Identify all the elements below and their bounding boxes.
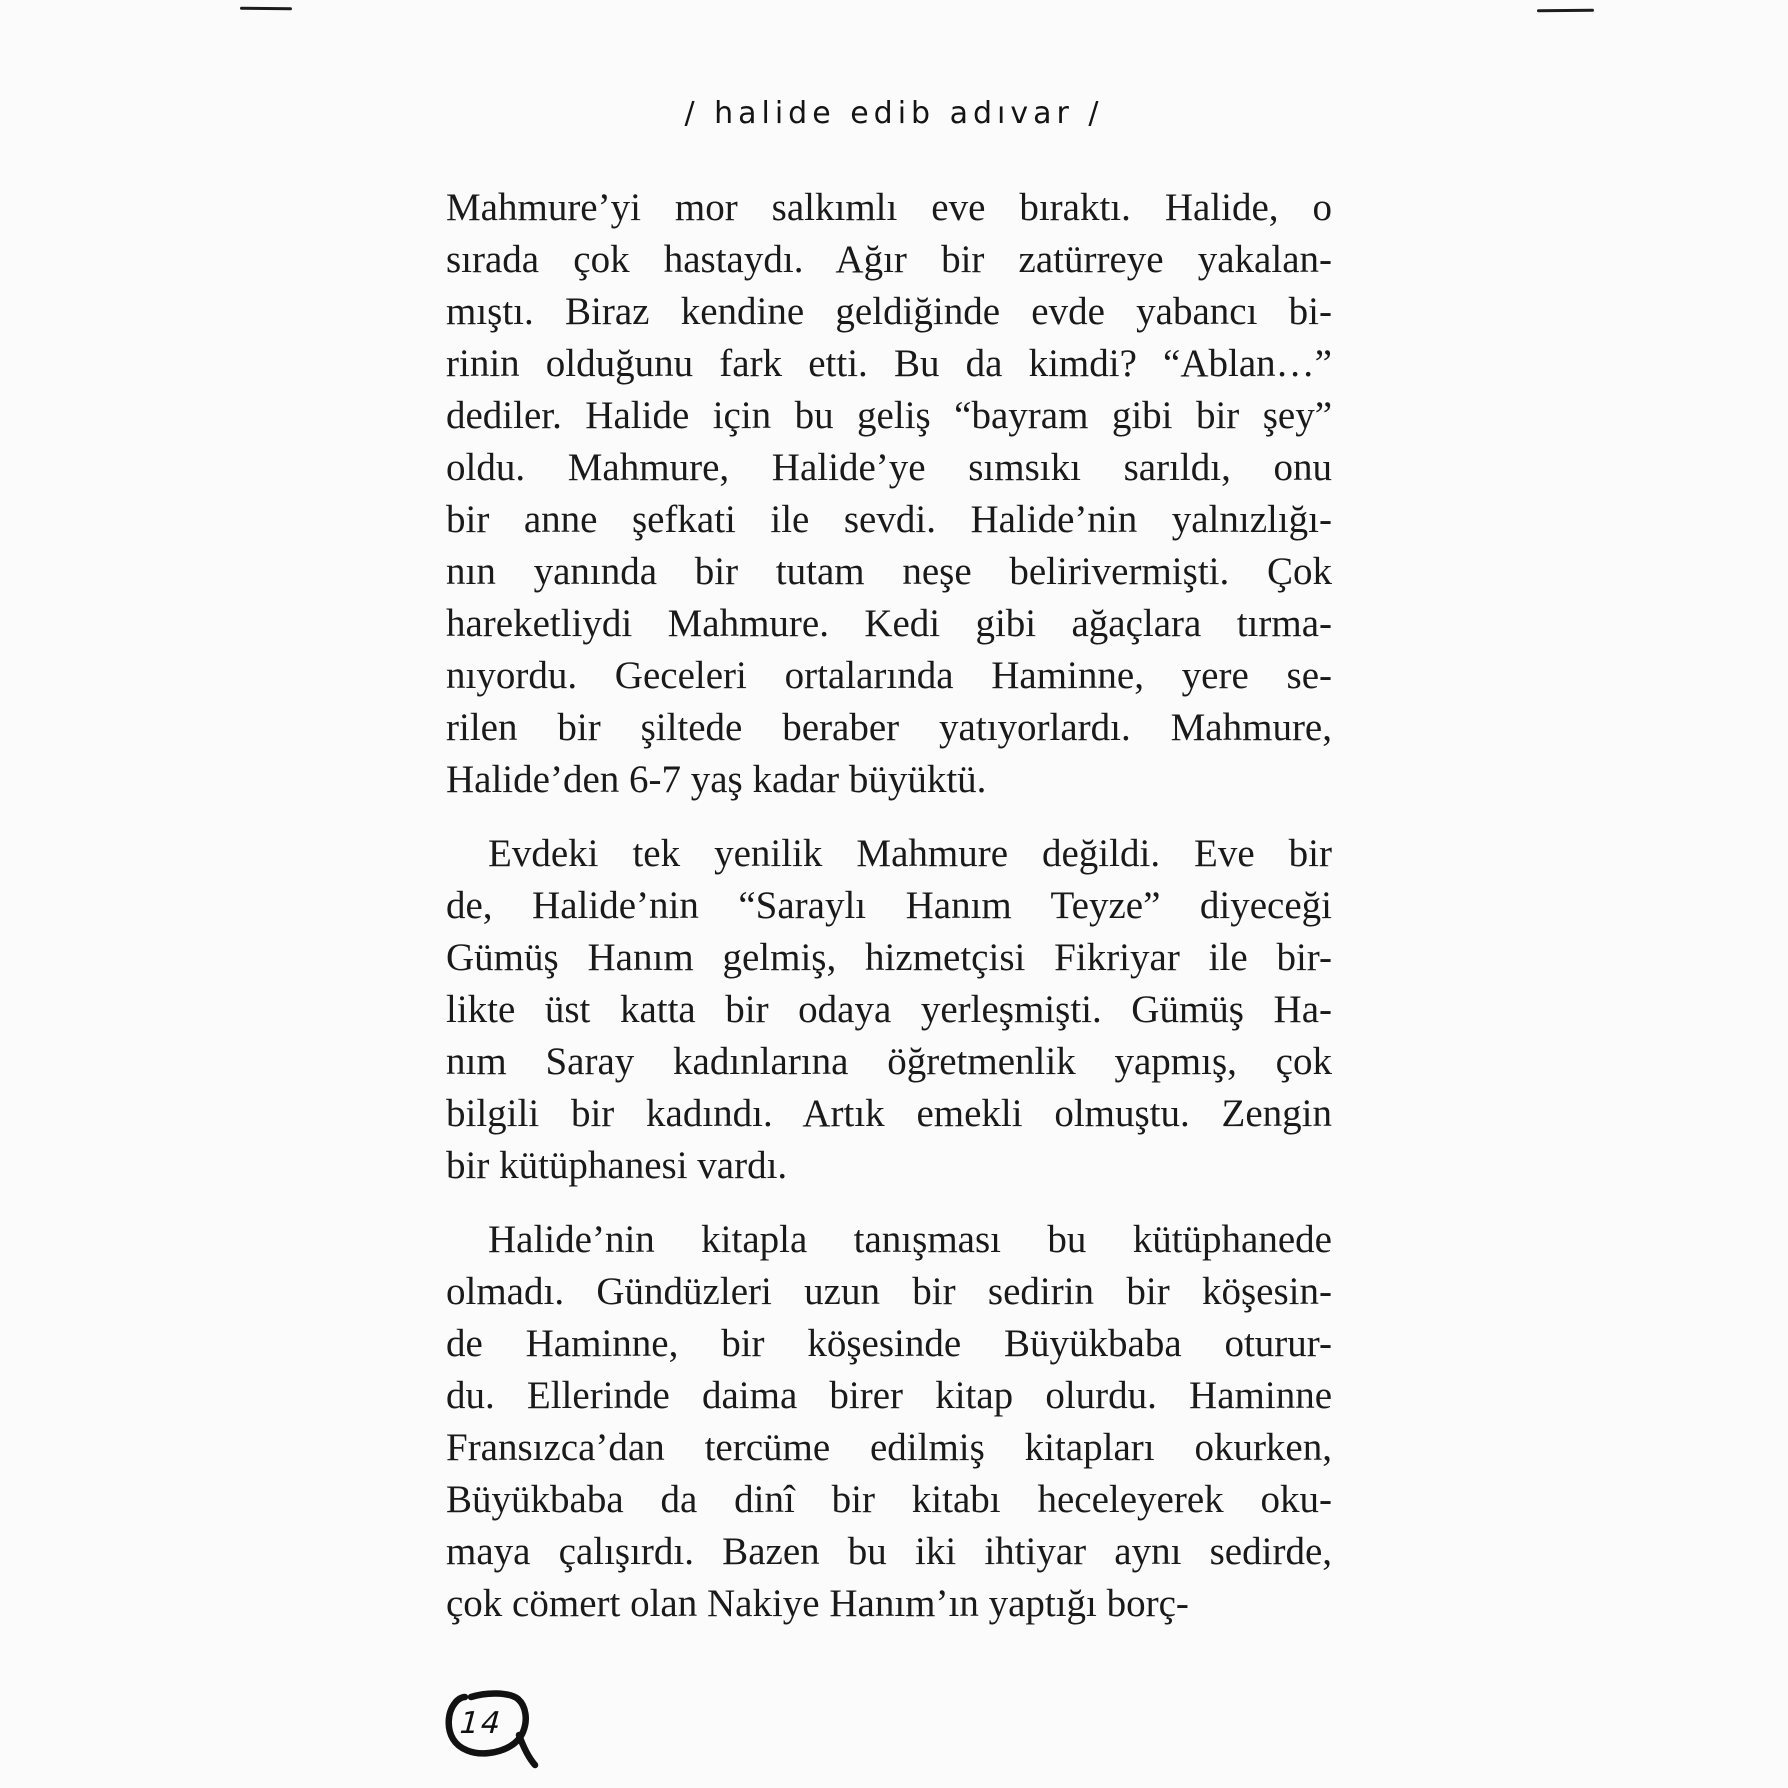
- text-line: de Haminne, bir köşesinde Büyükbaba oturur-: [446, 1322, 1332, 1365]
- text-line: hareketliydi Mahmure. Kedi gibi ağaçlara tırma-: [446, 602, 1332, 645]
- text-line: mıştı. Biraz kendine geldiğinde evde yabancı bi-: [446, 290, 1332, 333]
- text-line: Mahmure’yi mor salkımlı eve bıraktı. Halide, o: [446, 186, 1332, 229]
- text-line: sırada çok hastaydı. Ağır bir zatürreye yakalan-: [446, 238, 1332, 281]
- text-line: Gümüş Hanım gelmiş, hizmetçisi Fikriyar ile bir-: [446, 936, 1332, 979]
- paragraph: [446, 828, 1332, 1192]
- text-line: bir kütüphanesi vardı.: [446, 1144, 788, 1187]
- text-line: nım Saray kadınlarına öğretmenlik yapmış, çok: [446, 1040, 1332, 1083]
- text-line: du. Ellerinde daima birer kitap olurdu. Haminne: [446, 1374, 1332, 1417]
- text-line: Halide’den 6-7 yaş kadar büyüktü.: [446, 758, 987, 801]
- trim-mark-right: [1537, 9, 1594, 12]
- text-line: Fransızca’dan tercüme edilmiş kitapları okurken,: [446, 1426, 1332, 1469]
- text-line: çok cömert olan Nakiye Hanım’ın yaptığı borç-: [446, 1582, 1189, 1625]
- text-line: rinin olduğunu fark etti. Bu da kimdi? “Ablan…”: [446, 342, 1332, 385]
- paragraph: [446, 182, 1332, 806]
- running-header-author: / halide edib adıvar /: [684, 96, 1104, 131]
- text-line: Halide’nin kitapla tanışması bu kütüphanede: [488, 1218, 1332, 1261]
- text-line: likte üst katta bir odaya yerleşmişti. Gümüş Ha-: [446, 988, 1332, 1031]
- text-line: de, Halide’nin “Saraylı Hanım Teyze” diyeceği: [446, 884, 1332, 927]
- text-line: dediler. Halide için bu geliş “bayram gibi bir şey”: [446, 394, 1332, 437]
- text-line: oldu. Mahmure, Halide’ye sımsıkı sarıldı, onu: [446, 446, 1332, 489]
- trim-mark-left: [240, 7, 292, 10]
- text-line: bir anne şefkati ile sevdi. Halide’nin yalnızlığı-: [446, 498, 1332, 541]
- page-number: 14: [458, 1706, 504, 1741]
- text-line: bilgili bir kadındı. Artık emekli olmuştu. Zengin: [446, 1092, 1332, 1135]
- text-line: Büyükbaba da dinî bir kitabı heceleyerek oku-: [446, 1478, 1332, 1521]
- text-line: Evdeki tek yenilik Mahmure değildi. Eve bir: [488, 832, 1332, 875]
- running-header: [0, 96, 1788, 131]
- page-number-badge: [435, 1684, 541, 1776]
- page-body: [446, 182, 1332, 1630]
- text-line: nıyordu. Geceleri ortalarında Haminne, yere se-: [446, 654, 1332, 697]
- paragraph: [446, 1214, 1332, 1630]
- text-line: olmadı. Gündüzleri uzun bir sedirin bir köşesin-: [446, 1270, 1332, 1313]
- text-line: rilen bir şiltede beraber yatıyorlardı. Mahmure,: [446, 706, 1332, 749]
- text-line: maya çalışırdı. Bazen bu iki ihtiyar aynı sedirde,: [446, 1530, 1332, 1573]
- text-line: nın yanında bir tutam neşe belirivermişti. Çok: [446, 550, 1332, 593]
